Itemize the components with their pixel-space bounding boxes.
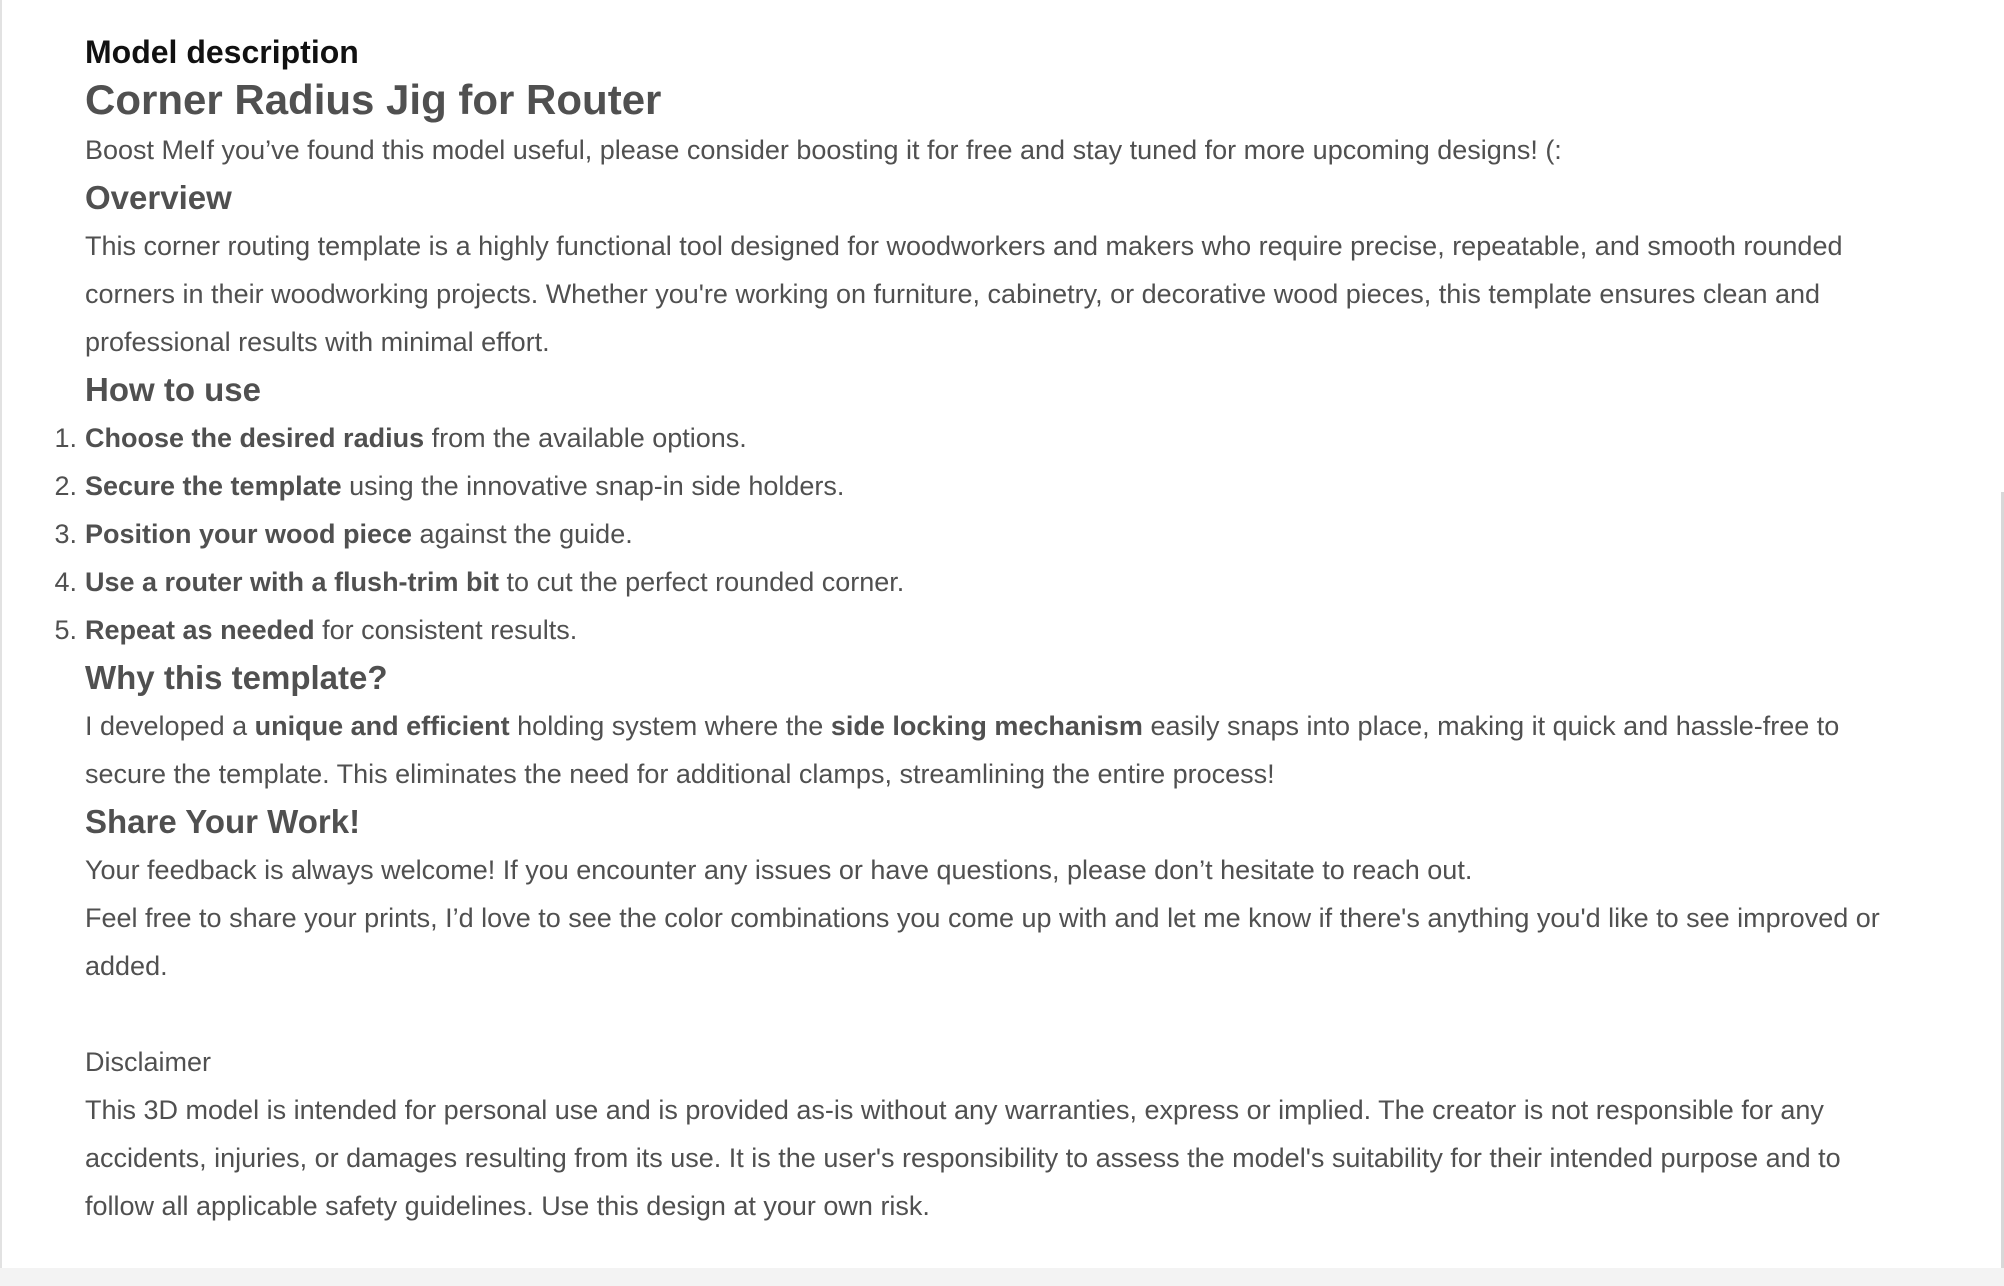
- why-text-part: holding system where the: [509, 711, 831, 741]
- step-bold: Choose the desired radius: [85, 423, 425, 453]
- step-item: [54, 414, 1965, 462]
- step-number: 1.: [54, 423, 77, 453]
- why-text: [85, 702, 1915, 798]
- step-text: for consistent results.: [314, 615, 578, 645]
- intro-text: Boost MeIf you’ve found this model useful, please consider boosting it for free and stay tuned for more upcoming designs! (:: [85, 135, 1562, 165]
- step-number: 5.: [54, 615, 77, 645]
- model-description-content: [54, 30, 1965, 1230]
- step-text: to cut the perfect rounded corner.: [499, 567, 905, 597]
- step-item: [54, 606, 1965, 654]
- why-heading: Why this template?: [85, 659, 388, 696]
- step-bold: Repeat as needed: [85, 615, 315, 645]
- step-number: 2.: [54, 471, 77, 501]
- step-item: [54, 462, 1965, 510]
- section-label: Model description: [85, 34, 359, 70]
- step-bold: Position your wood piece: [85, 519, 413, 549]
- share-feedback-text: Your feedback is always welcome! If you encounter any issues or have questions, please don’t hesitate to reach out.: [85, 855, 1473, 885]
- why-bold-unique: unique and efficient: [254, 711, 510, 741]
- step-number: 3.: [54, 519, 77, 549]
- step-number: 4.: [54, 567, 77, 597]
- model-title: Corner Radius Jig for Router: [85, 76, 662, 123]
- how-to-use-heading: How to use: [85, 371, 262, 408]
- step-text: using the innovative snap-in side holders.: [341, 471, 845, 501]
- step-text: against the guide.: [412, 519, 633, 549]
- share-heading: Share Your Work!: [85, 803, 361, 840]
- spacer: [85, 990, 1965, 1038]
- step-bold: Secure the template: [85, 471, 342, 501]
- share-prints-text: Feel free to share your prints, I’d love to see the color combinations you come up with and let me know if there's anything you'd like to see improved or added.: [85, 903, 1880, 981]
- why-text-part: easily snaps into place, making it quick and hassle-free to secure the template. This eliminates the need for additional clamps, streamlining the entire process!: [85, 711, 1840, 789]
- step-text: from the available options.: [424, 423, 747, 453]
- step-bold: Use a router with a flush-trim bit: [85, 567, 500, 597]
- disclaimer-heading: Disclaimer: [85, 1047, 212, 1077]
- why-text-part: I developed a: [85, 711, 255, 741]
- why-bold-mechanism: side locking mechanism: [830, 711, 1143, 741]
- disclaimer-text: This 3D model is intended for personal use and is provided as-is without any warranties, express or implied. The creator is not responsible for any accidents, injuries, or damages resulting from its use. It is the user's responsibility to assess the model's suitability for their intended purpose and to follow all applicable safety guidelines. Use this design at your own risk.: [85, 1095, 1841, 1221]
- step-item: [54, 510, 1965, 558]
- overview-text: This corner routing template is a highly functional tool designed for woodworkers and makers who require precise, repeatable, and smooth rounded corners in their woodworking projects. Whether you're working on furniture, cabinetry, or decorative wood pieces, this template ensures clean and professional results with minimal effort.: [85, 231, 1843, 357]
- step-item: [54, 558, 1965, 606]
- overview-heading: Overview: [85, 179, 232, 216]
- how-to-use-steps: [54, 414, 1965, 654]
